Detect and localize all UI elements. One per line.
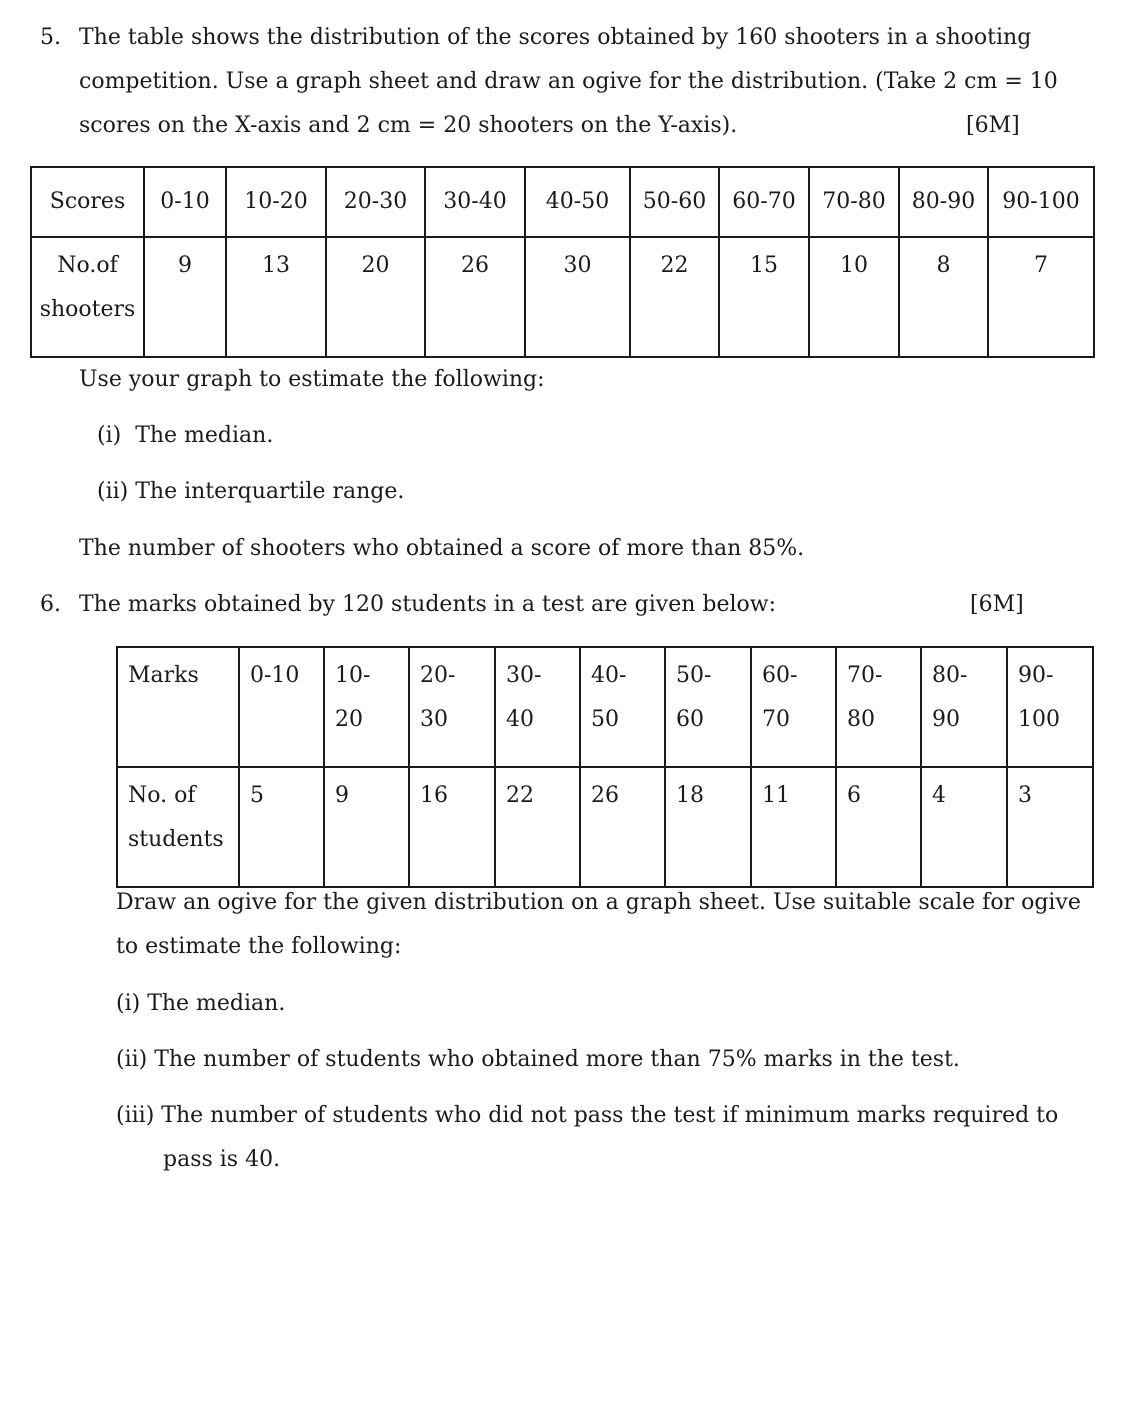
q6-val-5: 18	[665, 767, 751, 887]
q6-col-2: 20- 30	[420, 663, 456, 732]
q6-row-label: No. of students	[128, 783, 224, 852]
q5-val-3: 26	[425, 237, 525, 357]
q6-col-0: 0-10	[250, 663, 300, 688]
q6-part-1: (i) The median.	[116, 991, 286, 1016]
q5-val-0: 9	[144, 237, 226, 357]
q5-table-values-row	[31, 237, 1094, 357]
q6-number: 6.	[40, 592, 61, 617]
q6-val-0: 5	[239, 767, 324, 887]
q5-col-3: 30-40	[425, 167, 525, 237]
q5-col-6: 60-70	[719, 167, 809, 237]
q5-table-header-row	[31, 167, 1094, 237]
q6-instruction-line2: to estimate the following:	[116, 934, 402, 959]
q6-val-7: 6	[836, 767, 921, 887]
q6-part-2: (ii) The number of students who obtained more than 75% marks in the test.	[116, 1047, 960, 1072]
q6-col-4: 40- 50	[591, 663, 627, 732]
q5-extra: The number of shooters who obtained a score of more than 85%.	[79, 536, 805, 561]
q6-col-7: 70- 80	[847, 663, 883, 732]
q5-text-line3: scores on the X-axis and 2 cm = 20 shooters on the Y-axis).	[79, 113, 738, 138]
q6-table	[116, 646, 1094, 888]
q6-val-9: 3	[1007, 767, 1093, 887]
q6-val-1: 9	[324, 767, 409, 887]
q5-col-5: 50-60	[630, 167, 719, 237]
q5-col-8: 80-90	[899, 167, 988, 237]
q5-header-label: Scores	[31, 167, 144, 237]
q5-val-1: 13	[226, 237, 326, 357]
q5-col-1: 10-20	[226, 167, 326, 237]
q6-text: The marks obtained by 120 students in a test are given below:	[79, 592, 777, 617]
q6-col-9: 90- 100	[1018, 663, 1060, 732]
q5-col-0: 0-10	[144, 167, 226, 237]
q6-header-label: Marks	[117, 647, 239, 767]
q5-val-9: 7	[988, 237, 1094, 357]
q6-marks: [6M]	[970, 592, 1024, 617]
q6-col-3: 30- 40	[506, 663, 542, 732]
q6-val-2: 16	[409, 767, 495, 887]
q6-table-header-row	[117, 647, 1093, 767]
q6-val-6: 11	[751, 767, 836, 887]
q5-number: 5.	[40, 25, 61, 50]
q5-text-line2: competition. Use a graph sheet and draw an ogive for the distribution. (Take 2 cm = 10	[79, 69, 1058, 94]
q5-row-label: No.of shooters	[39, 253, 136, 322]
q5-col-2: 20-30	[326, 167, 425, 237]
q6-table-values-row	[117, 767, 1093, 887]
q6-part-3-line2: pass is 40.	[163, 1147, 281, 1172]
q5-val-2: 20	[326, 237, 425, 357]
q6-val-4: 26	[580, 767, 665, 887]
q6-val-3: 22	[495, 767, 580, 887]
q5-col-4: 40-50	[525, 167, 630, 237]
q6-val-8: 4	[921, 767, 1007, 887]
q6-col-1: 10- 20	[335, 663, 371, 732]
q5-val-7: 10	[809, 237, 899, 357]
q5-val-5: 22	[630, 237, 719, 357]
q5-col-7: 70-80	[809, 167, 899, 237]
q6-col-5: 50- 60	[676, 663, 712, 732]
q5-table	[30, 166, 1095, 358]
q5-marks: [6M]	[966, 113, 1020, 138]
q5-instruction: Use your graph to estimate the following:	[79, 367, 545, 392]
q6-col-8: 80- 90	[932, 663, 968, 732]
q5-col-9: 90-100	[988, 167, 1094, 237]
q5-part-2: (ii) The interquartile range.	[97, 479, 405, 504]
q6-part-3-line1: (iii) The number of students who did not pass the test if minimum marks required to	[116, 1103, 1059, 1128]
q5-val-8: 8	[899, 237, 988, 357]
q5-val-6: 15	[719, 237, 809, 357]
q5-val-4: 30	[525, 237, 630, 357]
q6-instruction-line1: Draw an ogive for the given distribution on a graph sheet. Use suitable scale for ogive	[116, 890, 1081, 915]
q6-col-6: 60- 70	[762, 663, 798, 732]
q5-part-1: (i) The median.	[97, 423, 274, 448]
q5-text-line1: The table shows the distribution of the scores obtained by 160 shooters in a shooting	[79, 25, 1032, 50]
